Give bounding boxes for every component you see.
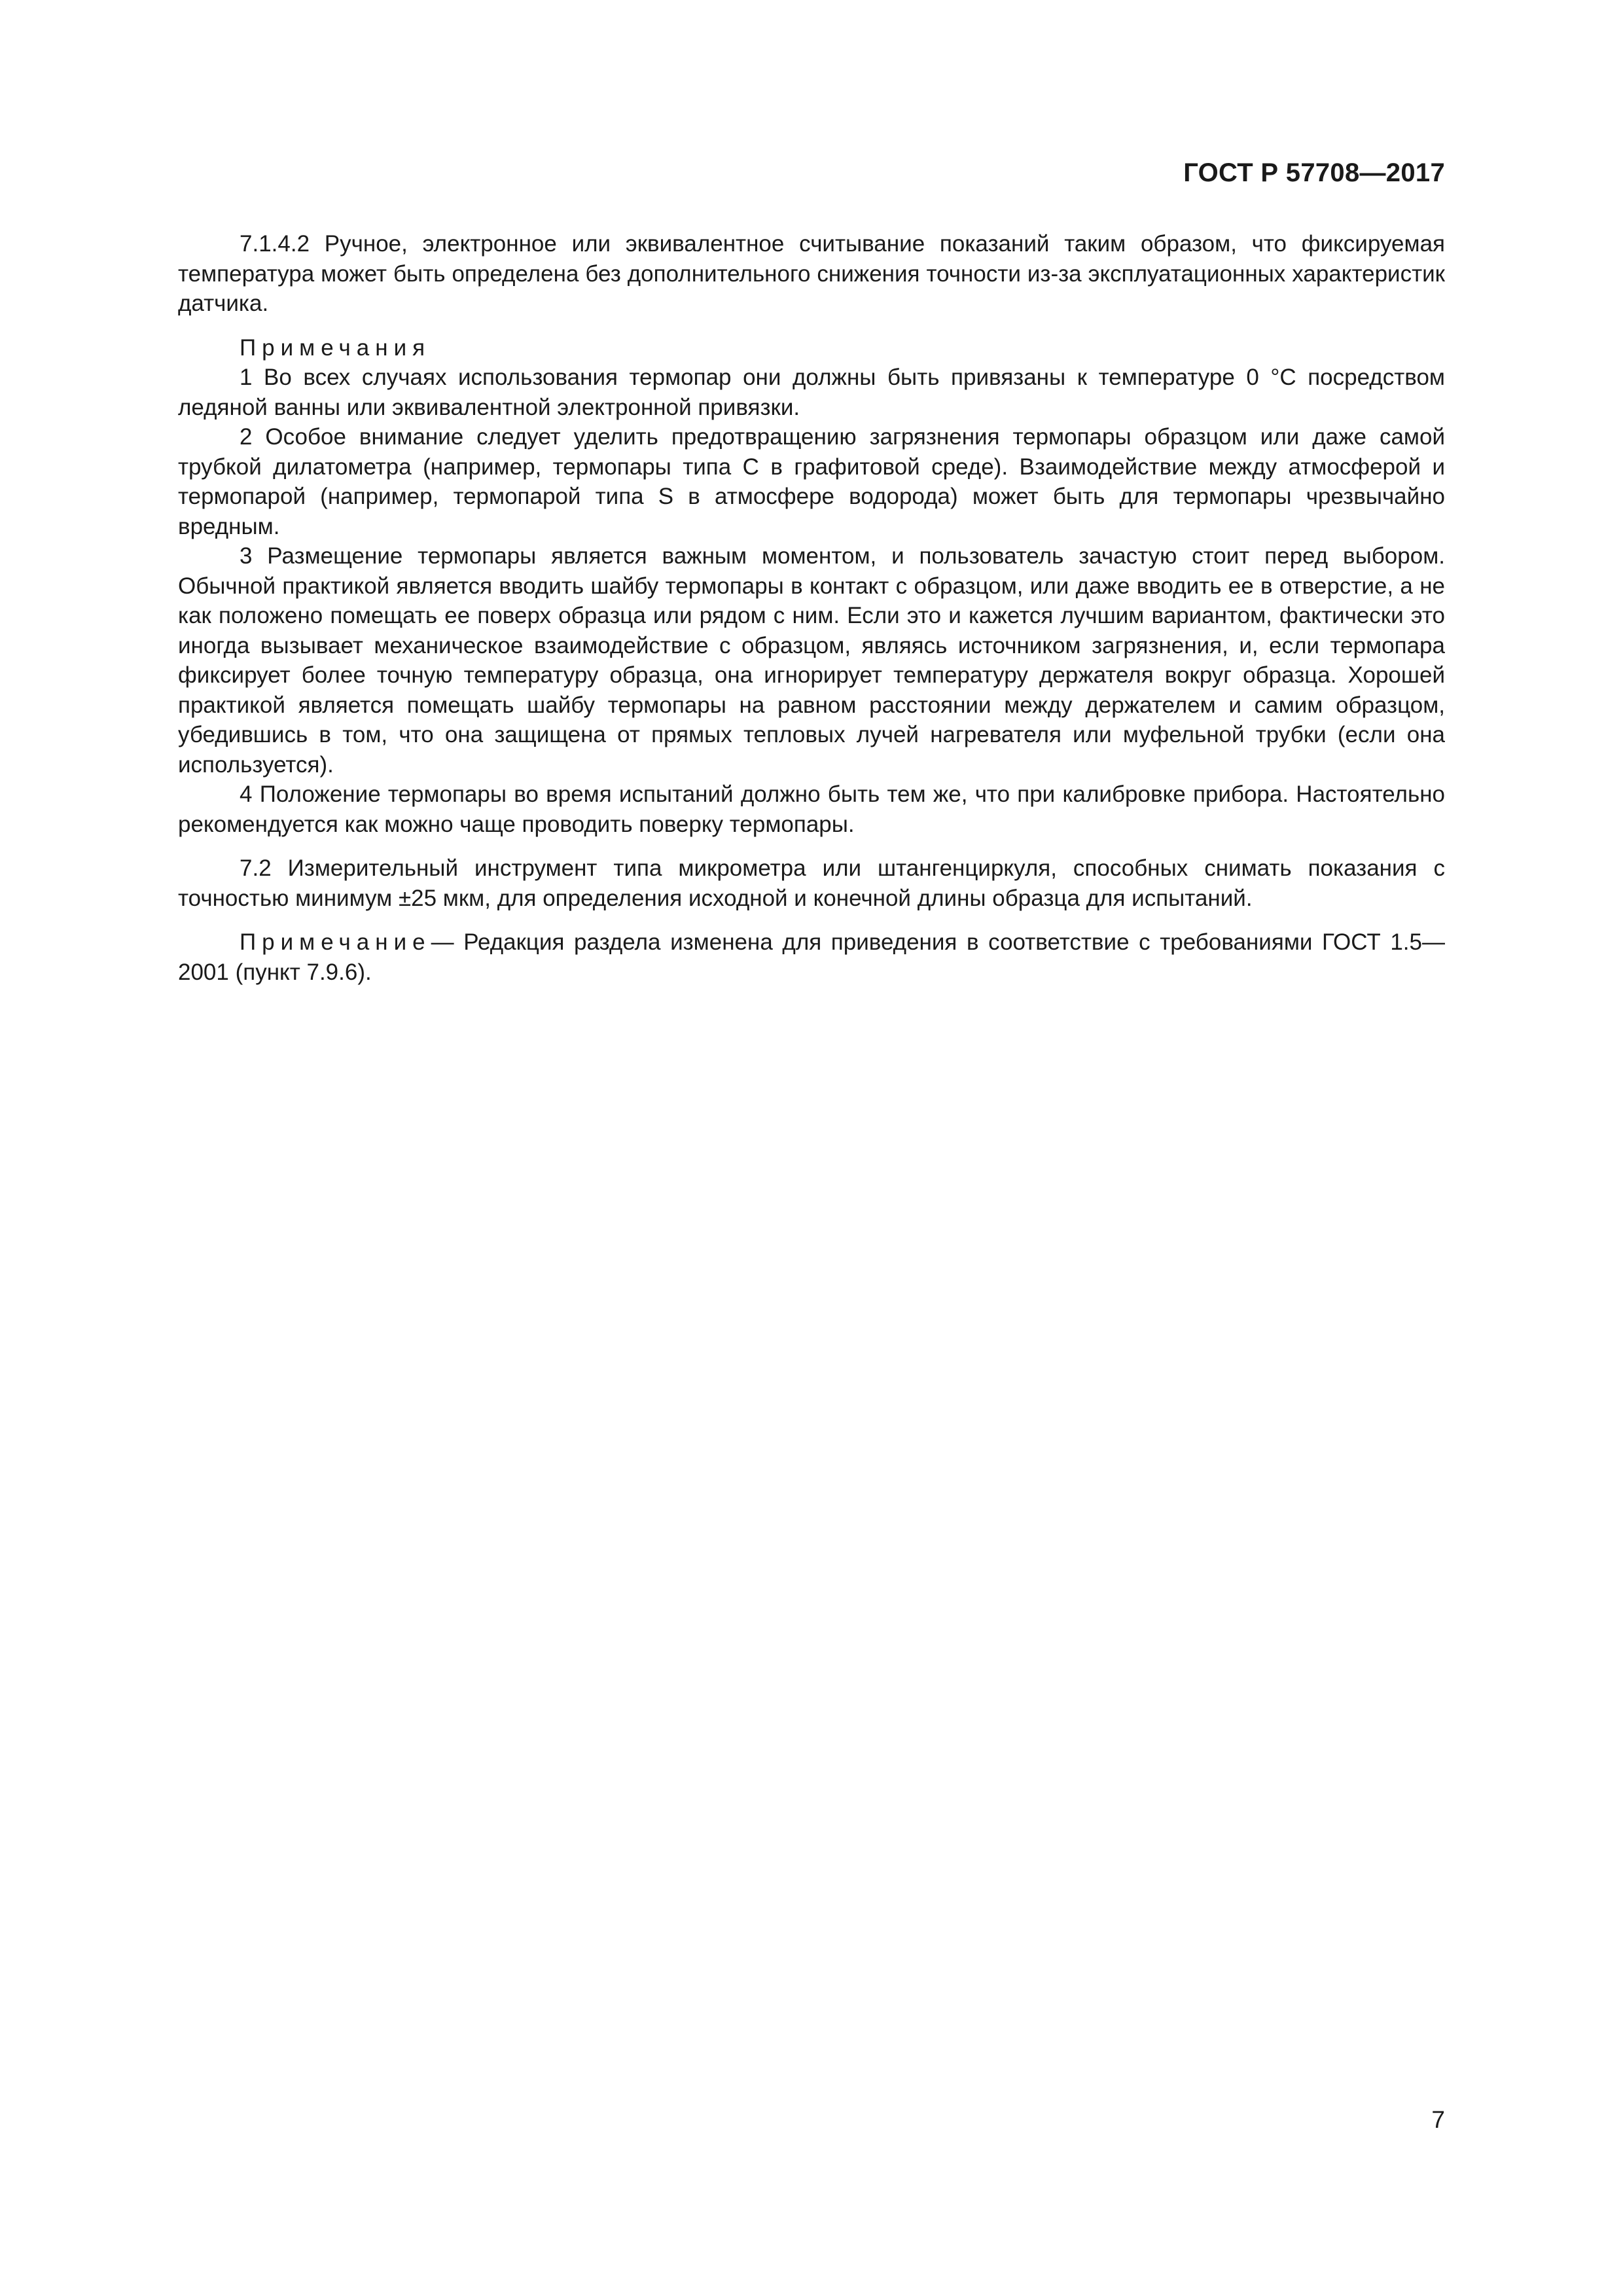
- note-3: 3 Размещение термопары является важным моментом, и пользователь зачастую стоит перед выбором. Обычной практикой является вводить шайбу термопары в контакт с образцом, или даже вводить ее в отверстие, а не как положено помещать ее поверх образца или рядом с ним. Если это и кажется лучшим вариантом, фактически это иногда вызывает механическое взаимодействие с образцом, являясь источником загрязнения, и, если термопара фиксирует более точную температуру образца, она игнорирует температуру держателя вокруг образца. Хорошей практикой является помещать шайбу термопары на равном расстоянии между держателем и самим образцом, убедившись в том, что она защищена от прямых тепловых лучей нагревателя или муфельной трубки (если она используется).: [178, 543, 1445, 778]
- notes-heading-label: Примечания: [240, 334, 431, 361]
- note-4: 4 Положение термопары во время испытаний должно быть тем же, что при калибровке прибора. Настоятельно рекомендуется как можно чаще проводить поверку термопары.: [178, 781, 1445, 837]
- document-body: [178, 229, 1445, 987]
- paragraph-7-1-4-2: 7.1.4.2 Ручное, электронное или эквивалентное считывание показаний таким образом, что фиксируемая температура может быть определена без дополнительного снижения точности из-за эксплуатационных характеристик датчика.: [178, 231, 1445, 316]
- paragraph-7-2: 7.2 Измерительный инструмент типа микрометра или штангенциркуля, способных снимать показания с точностью минимум ±25 мкм, для определения исходной и конечной длины образца для испытаний.: [178, 855, 1445, 911]
- document-code: ГОСТ Р 57708—2017: [1183, 158, 1445, 187]
- note-1: 1 Во всех случаях использования термопар они должны быть привязаны к температуре 0 °С посредством ледяной ванны или эквивалентной электронной привязки.: [178, 365, 1445, 420]
- notes-heading: [178, 333, 1445, 363]
- page-number: 7: [1431, 2106, 1445, 2133]
- note-2: 2 Особое внимание следует уделить предотвращению загрязнения термопары образцом или даже самой трубкой дилатометра (например, термопары типа С в графитовой среде). Взаимодействие между атмосферой и термопарой (например, термопарой типа S в атмосфере водорода) может быть для термопары чрезвычайно вредным.: [178, 424, 1445, 539]
- final-note-text: — Редакция раздела изменена для приведения в соответствие с требованиями ГОСТ 1.5—2001 (пункт 7.9.6).: [178, 929, 1445, 985]
- final-note: [178, 927, 1445, 987]
- final-note-label: Примечание: [240, 929, 431, 955]
